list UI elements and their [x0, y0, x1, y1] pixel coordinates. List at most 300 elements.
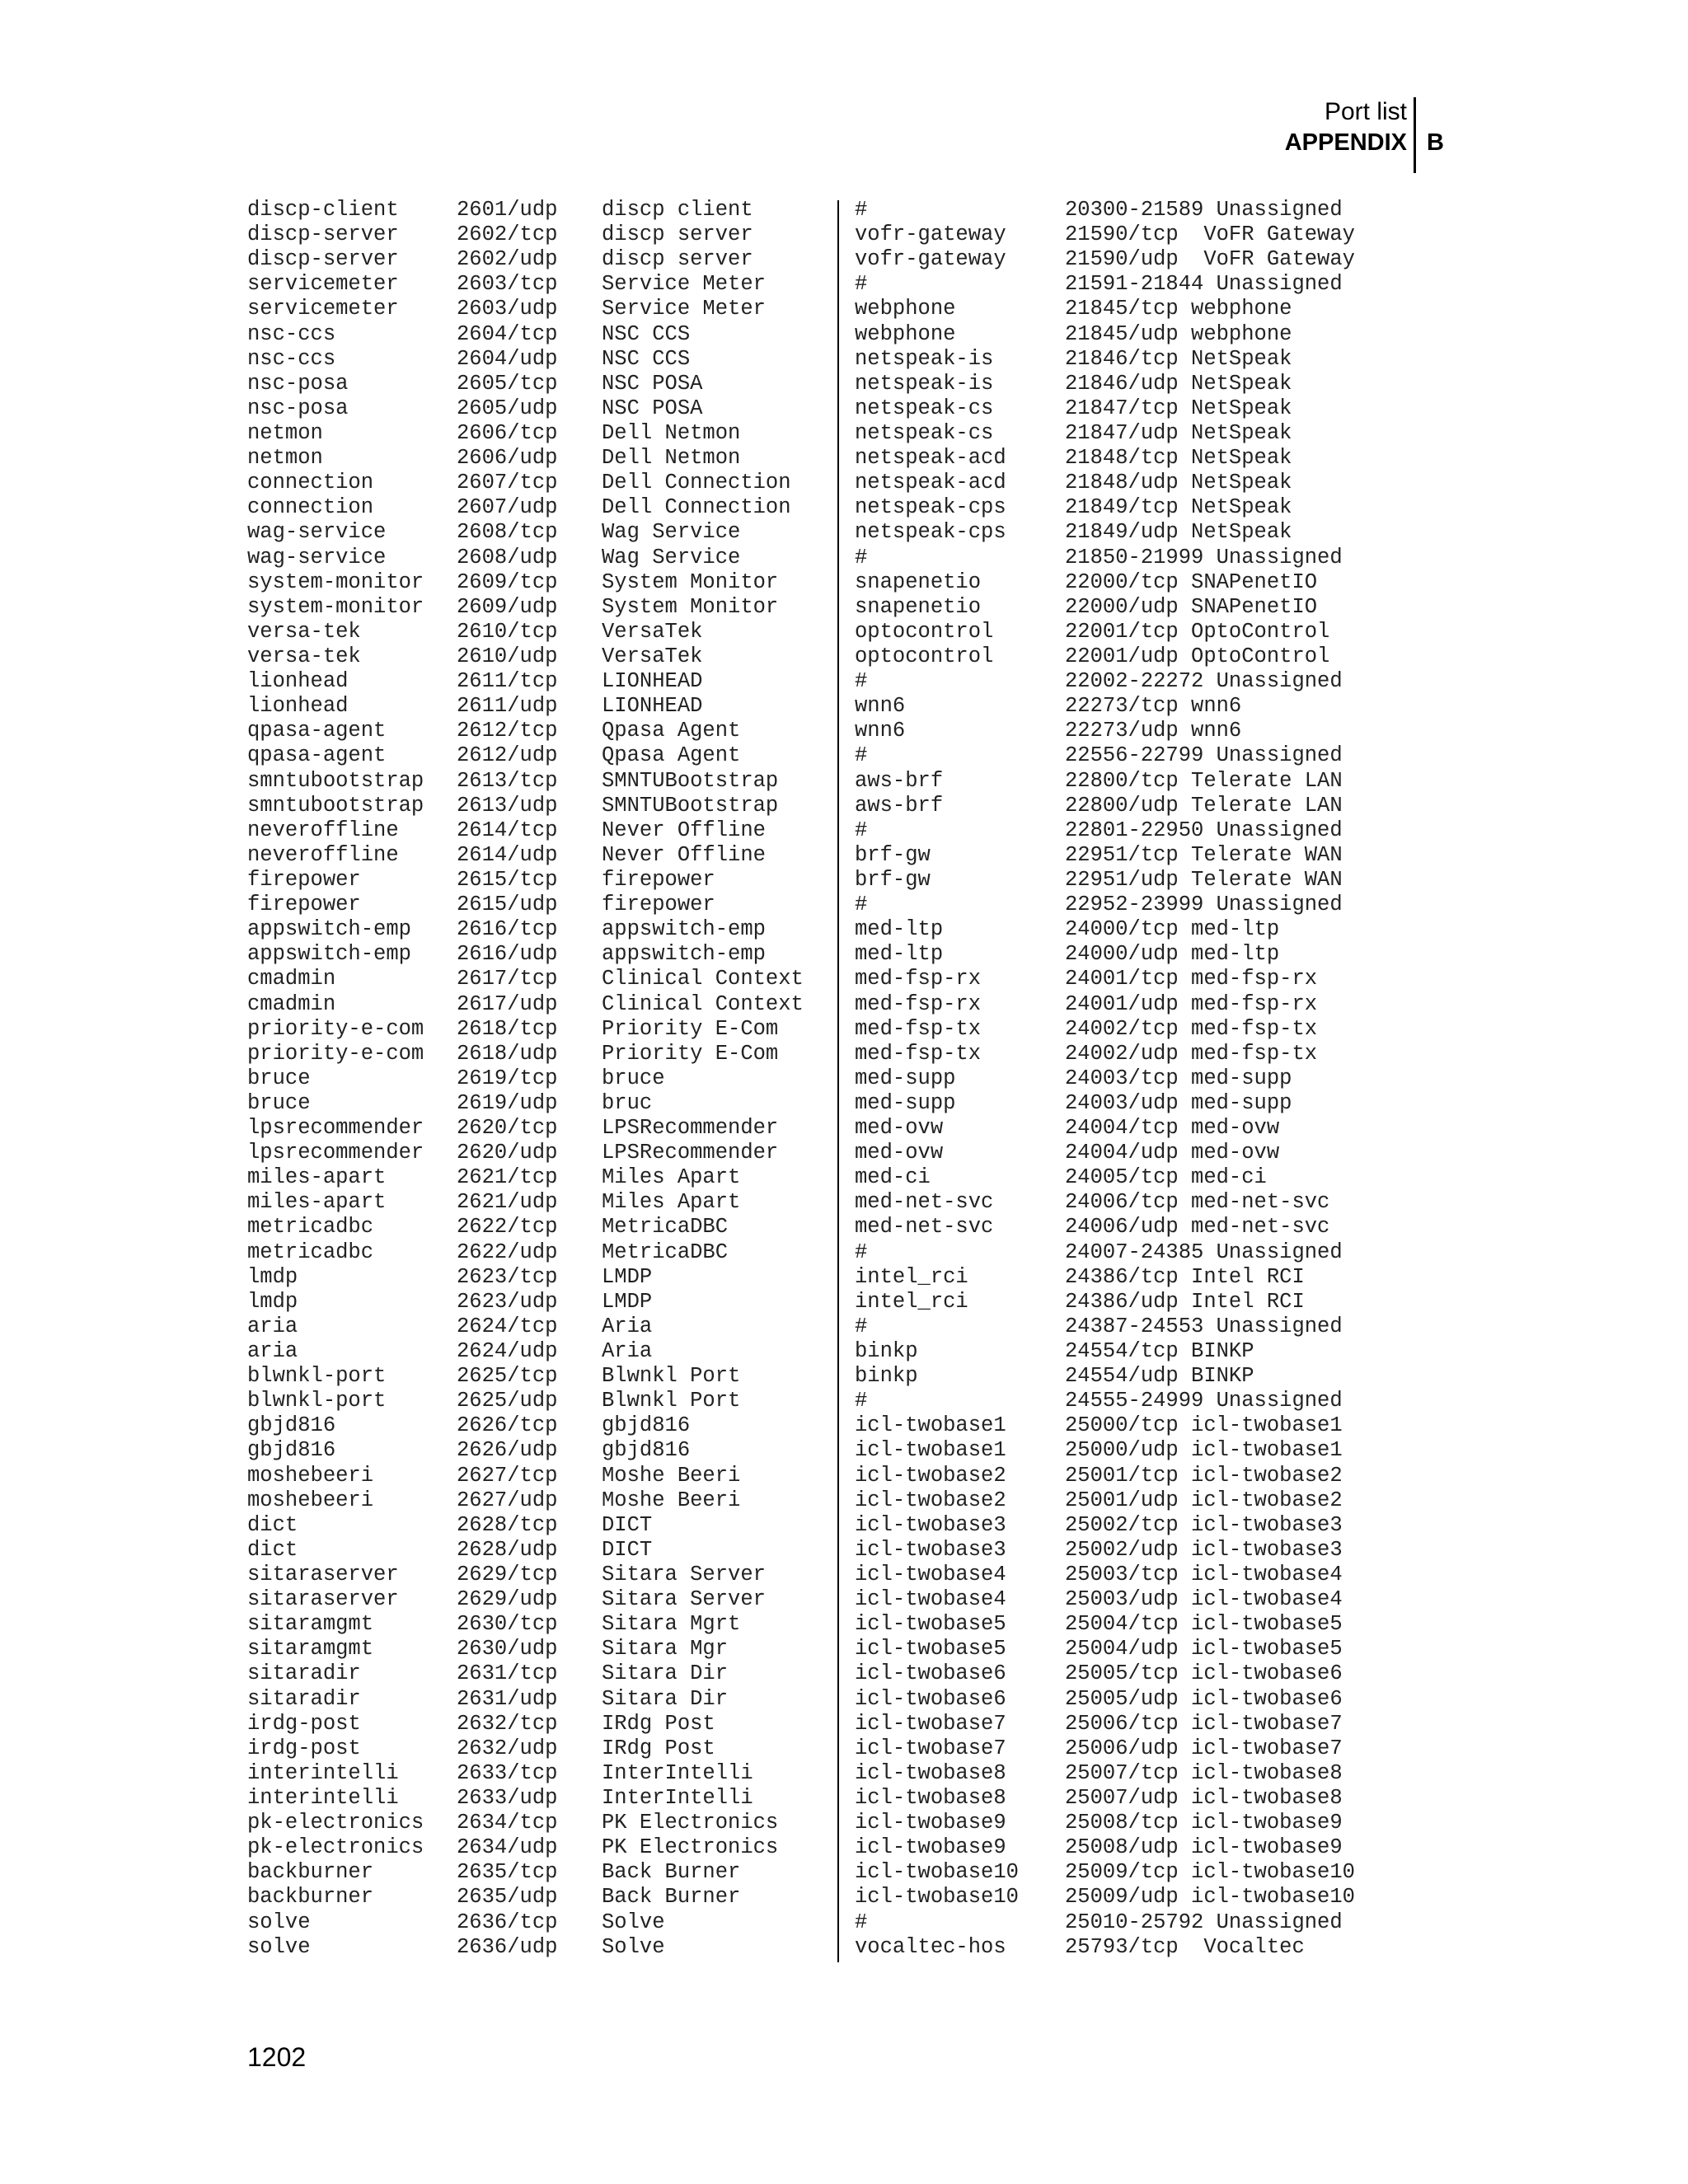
port-entry-row [855, 743, 1415, 768]
service-description: NSC POSA [602, 396, 703, 420]
port-protocol: 2611/tcp [457, 669, 558, 694]
service-name: lpsrecommender [247, 1141, 424, 1165]
port-entry-row [855, 1885, 1415, 1910]
service-name: snapenetio [855, 594, 982, 619]
service-description: Qpasa Agent [602, 719, 741, 743]
service-name: icl-twobase7 [855, 1736, 1006, 1760]
port-entry-row [247, 322, 824, 347]
port-entry-row [855, 546, 1415, 570]
port-entry-row [247, 1017, 824, 1042]
service-name: moshebeeri [247, 1488, 374, 1512]
port-entry-row [855, 669, 1415, 694]
port-and-description: 25001/tcp icl-twobase2 [1065, 1463, 1343, 1488]
service-name: icl-twobase2 [855, 1488, 1006, 1512]
port-and-description: 25003/tcp icl-twobase4 [1065, 1563, 1343, 1587]
service-name: med-ovw [855, 1116, 944, 1141]
port-protocol: 2631/udp [457, 1686, 558, 1711]
service-name: icl-twobase8 [855, 1786, 1006, 1810]
port-protocol: 2616/tcp [457, 917, 558, 942]
service-description: Sitara Dir [602, 1686, 729, 1711]
port-entry-row [247, 917, 824, 942]
port-and-description: 21848/udp NetSpeak [1065, 471, 1292, 495]
service-name: icl-twobase10 [855, 1860, 1019, 1885]
port-protocol: 2616/udp [457, 942, 558, 967]
port-entry-row [855, 1637, 1415, 1661]
port-protocol: 2605/tcp [457, 371, 558, 396]
running-title: Port list [1324, 98, 1407, 125]
service-name: optocontrol [855, 619, 994, 644]
service-description: Moshe Beeri [602, 1463, 741, 1488]
service-name: interintelli [247, 1760, 399, 1785]
port-entry-row [855, 1066, 1415, 1091]
port-protocol: 2620/tcp [457, 1116, 558, 1141]
port-entry-row [855, 1860, 1415, 1885]
port-and-description: 21849/tcp NetSpeak [1065, 495, 1292, 520]
port-protocol: 2630/tcp [457, 1612, 558, 1637]
port-entry-row [247, 694, 824, 719]
port-entry-row [247, 495, 824, 520]
port-and-description: 24000/udp med-ltp [1065, 942, 1280, 967]
port-protocol: 2629/tcp [457, 1563, 558, 1587]
port-entry-row [855, 818, 1415, 843]
service-name: icl-twobase5 [855, 1637, 1006, 1661]
service-name: neveroffline [247, 842, 399, 867]
service-name: med-ltp [855, 917, 944, 942]
port-and-description: 22001/tcp OptoControl [1065, 619, 1330, 644]
service-description: InterIntelli [602, 1786, 753, 1810]
port-protocol: 2617/tcp [457, 967, 558, 991]
service-description: MetricaDBC [602, 1215, 729, 1240]
port-protocol: 2634/udp [457, 1835, 558, 1860]
service-description: VersaTek [602, 644, 703, 668]
service-name: lmdp [247, 1289, 298, 1314]
service-name: irdg-post [247, 1736, 361, 1760]
port-entry-row [855, 1587, 1415, 1612]
port-entry-row [247, 570, 824, 595]
port-entry-row [855, 1687, 1415, 1712]
service-description: LPSRecommender [602, 1141, 779, 1165]
port-entry-row [855, 421, 1415, 446]
service-name: blwnkl-port [247, 1364, 387, 1389]
port-protocol: 2628/udp [457, 1537, 558, 1562]
port-and-description: 24004/udp med-ovw [1065, 1141, 1280, 1165]
port-and-description: 25006/tcp icl-twobase7 [1065, 1711, 1343, 1736]
port-protocol: 2627/tcp [457, 1463, 558, 1488]
service-name: aws-brf [855, 768, 944, 793]
service-description: NSC CCS [602, 346, 691, 371]
port-entry-row [855, 570, 1415, 595]
port-entry-row [247, 1935, 824, 1960]
service-name: wag-service [247, 520, 387, 545]
service-name: moshebeeri [247, 1463, 374, 1488]
port-protocol: 2623/udp [457, 1289, 558, 1314]
port-and-description: 22273/udp wnn6 [1065, 719, 1242, 743]
port-entry-row [855, 967, 1415, 991]
port-protocol: 2625/tcp [457, 1364, 558, 1389]
service-description: System Monitor [602, 569, 779, 594]
service-name: aria [247, 1314, 298, 1338]
service-name: # [855, 893, 868, 917]
port-entry-row [855, 719, 1415, 743]
port-entry-row [247, 1116, 824, 1141]
port-protocol: 2602/tcp [457, 223, 558, 247]
service-name: # [855, 1389, 868, 1413]
service-name: med-supp [855, 1066, 956, 1090]
port-entry-row [247, 372, 824, 396]
service-name: nsc-posa [247, 396, 349, 420]
port-entry-row [247, 1885, 824, 1910]
port-entry-row [855, 1315, 1415, 1339]
service-description: LPSRecommender [602, 1116, 779, 1141]
port-and-description: 21846/tcp NetSpeak [1065, 346, 1292, 371]
service-name: vofr-gateway [855, 223, 1006, 247]
port-entry-row [855, 620, 1415, 644]
service-description: Never Offline [602, 842, 766, 867]
service-name: # [855, 1314, 868, 1338]
service-name: pk-electronics [247, 1811, 424, 1835]
port-entry-row [855, 347, 1415, 372]
service-description: LMDP [602, 1289, 653, 1314]
port-protocol: 2632/udp [457, 1736, 558, 1760]
service-description: Back Burner [602, 1885, 741, 1910]
service-name: smntubootstrap [247, 768, 424, 793]
port-entry-row [247, 893, 824, 917]
service-name: icl-twobase5 [855, 1612, 1006, 1637]
port-and-description: 22951/tcp Telerate WAN [1065, 842, 1343, 867]
port-protocol: 2621/tcp [457, 1165, 558, 1190]
service-description: gbjd816 [602, 1438, 691, 1463]
service-name: icl-twobase1 [855, 1438, 1006, 1463]
running-header [1160, 97, 1416, 173]
port-entry-row [855, 1190, 1415, 1215]
port-entry-row [855, 247, 1415, 272]
port-entry-row [855, 893, 1415, 917]
service-name: dict [247, 1512, 298, 1537]
service-name: vocaltec-hos [855, 1934, 1006, 1959]
service-name: med-fsp-rx [855, 967, 982, 991]
service-name: irdg-post [247, 1711, 361, 1736]
port-and-description: 22951/udp Telerate WAN [1065, 867, 1343, 892]
port-and-description: 22273/tcp wnn6 [1065, 694, 1242, 719]
service-name: icl-twobase1 [855, 1413, 1006, 1438]
service-name: sitaraserver [247, 1563, 399, 1587]
port-protocol: 2636/tcp [457, 1910, 558, 1934]
service-description: Service Meter [602, 272, 766, 297]
service-name: # [855, 818, 868, 842]
port-entry-row [855, 1835, 1415, 1860]
port-entry-row [247, 1413, 824, 1438]
port-entry-row [855, 992, 1415, 1017]
service-name: connection [247, 495, 374, 520]
service-description: Aria [602, 1339, 653, 1364]
port-entry-row [855, 1413, 1415, 1438]
port-entry-row [855, 1364, 1415, 1389]
service-description: Clinical Context [602, 967, 804, 991]
port-and-description: 24007-24385 Unassigned [1065, 1240, 1343, 1264]
port-entry-row [247, 421, 824, 446]
port-and-description: 25793/tcp Vocaltec [1065, 1934, 1305, 1959]
service-description: Sitara Dir [602, 1661, 729, 1686]
port-entry-row [855, 595, 1415, 620]
service-description: discp server [602, 247, 753, 272]
service-description: Moshe Beeri [602, 1488, 741, 1512]
service-name: # [855, 198, 868, 222]
port-entry-row [855, 1116, 1415, 1141]
service-name: interintelli [247, 1786, 399, 1810]
port-entry-row [855, 1091, 1415, 1116]
port-entry-row [247, 1290, 824, 1315]
service-name: lmdp [247, 1264, 298, 1289]
service-description: firepower [602, 867, 715, 892]
port-and-description: 24005/tcp med-ci [1065, 1165, 1267, 1190]
port-and-description: 21591-21844 Unassigned [1065, 272, 1343, 297]
port-protocol: 2622/udp [457, 1240, 558, 1264]
port-and-description: 24001/udp med-fsp-rx [1065, 991, 1318, 1016]
service-description: Never Offline [602, 818, 766, 842]
port-and-description: 24386/udp Intel RCI [1065, 1289, 1305, 1314]
port-protocol: 2613/tcp [457, 768, 558, 793]
port-entry-row [247, 1042, 824, 1066]
port-entry-row [855, 372, 1415, 396]
port-entry-row [247, 967, 824, 991]
port-and-description: 25006/udp icl-twobase7 [1065, 1736, 1343, 1760]
port-and-description: 22002-22272 Unassigned [1065, 669, 1343, 694]
service-name: wag-service [247, 545, 387, 569]
service-description: appswitch-emp [602, 917, 766, 942]
port-protocol: 2617/udp [457, 991, 558, 1016]
port-protocol: 2615/tcp [457, 867, 558, 892]
port-protocol: 2624/udp [457, 1339, 558, 1364]
port-and-description: 24387-24553 Unassigned [1065, 1314, 1343, 1338]
port-protocol: 2618/udp [457, 1041, 558, 1066]
service-description: InterIntelli [602, 1760, 753, 1785]
service-description: Wag Service [602, 545, 741, 569]
service-name: icl-twobase2 [855, 1463, 1006, 1488]
service-name: med-ovw [855, 1141, 944, 1165]
service-name: binkp [855, 1339, 918, 1364]
port-entry-row [247, 1786, 824, 1811]
port-entry-row [247, 1661, 824, 1686]
port-entry-row [247, 719, 824, 743]
port-and-description: 24004/tcp med-ovw [1065, 1116, 1280, 1141]
port-entry-row [855, 1265, 1415, 1290]
service-description: DICT [602, 1537, 653, 1562]
port-entry-row [247, 1910, 824, 1935]
port-protocol: 2636/udp [457, 1934, 558, 1959]
service-description: Blwnkl Port [602, 1389, 741, 1413]
service-name: icl-twobase8 [855, 1760, 1006, 1785]
service-description: PK Electronics [602, 1835, 779, 1860]
port-and-description: 22001/udp OptoControl [1065, 644, 1330, 668]
port-and-description: 24002/tcp med-fsp-tx [1065, 1016, 1318, 1041]
service-description: Sitara Mgr [602, 1637, 729, 1661]
service-name: med-fsp-tx [855, 1041, 982, 1066]
port-and-description: 22801-22950 Unassigned [1065, 818, 1343, 842]
port-protocol: 2625/udp [457, 1389, 558, 1413]
port-entry-row [855, 1389, 1415, 1413]
port-protocol: 2633/udp [457, 1786, 558, 1810]
service-description: discp client [602, 198, 753, 222]
service-description: Priority E-Com [602, 1016, 779, 1041]
service-description: Back Burner [602, 1860, 741, 1885]
port-entry-row [247, 471, 824, 495]
port-entry-row [855, 1538, 1415, 1563]
port-and-description: 24006/udp med-net-svc [1065, 1215, 1330, 1240]
port-protocol: 2615/udp [457, 893, 558, 917]
service-description: Dell Connection [602, 471, 791, 495]
port-entry-row [855, 917, 1415, 942]
service-description: System Monitor [602, 594, 779, 619]
service-name: miles-apart [247, 1190, 387, 1215]
port-entry-row [247, 1612, 824, 1637]
port-entry-row [855, 1761, 1415, 1786]
port-protocol: 2614/tcp [457, 818, 558, 842]
service-name: netspeak-cps [855, 520, 1006, 545]
appendix-label: APPENDIX [1284, 129, 1407, 156]
service-name: sitaramgmt [247, 1637, 374, 1661]
port-entry-row [855, 272, 1415, 297]
service-name: system-monitor [247, 594, 424, 619]
port-entry-row [247, 520, 824, 545]
port-and-description: 25009/tcp icl-twobase10 [1065, 1860, 1355, 1885]
port-and-description: 21848/tcp NetSpeak [1065, 446, 1292, 471]
port-and-description: 25003/udp icl-twobase4 [1065, 1587, 1343, 1612]
service-name: neveroffline [247, 818, 399, 842]
service-name: solve [247, 1910, 311, 1934]
service-name: icl-twobase3 [855, 1537, 1006, 1562]
port-protocol: 2607/tcp [457, 471, 558, 495]
port-entry-row [247, 1811, 824, 1835]
port-and-description: 25001/udp icl-twobase2 [1065, 1488, 1343, 1512]
service-name: icl-twobase4 [855, 1587, 1006, 1612]
service-name: cmadmin [247, 967, 336, 991]
port-protocol: 2631/tcp [457, 1661, 558, 1686]
port-entry-row [855, 1811, 1415, 1835]
service-name: wnn6 [855, 719, 906, 743]
port-and-description: 25010-25792 Unassigned [1065, 1910, 1343, 1934]
port-entry-row [855, 1017, 1415, 1042]
service-description: Service Meter [602, 297, 766, 321]
service-name: sitaradir [247, 1661, 361, 1686]
port-entry-row [855, 1612, 1415, 1637]
port-and-description: 21850-21999 Unassigned [1065, 545, 1343, 569]
service-description: Sitara Server [602, 1563, 766, 1587]
service-name: system-monitor [247, 569, 424, 594]
port-protocol: 2628/tcp [457, 1512, 558, 1537]
port-entry-row [247, 1364, 824, 1389]
service-name: discp-server [247, 223, 399, 247]
port-and-description: 24006/tcp med-net-svc [1065, 1190, 1330, 1215]
port-entry-row [855, 223, 1415, 247]
port-protocol: 2612/tcp [457, 719, 558, 743]
service-name: intel_rci [855, 1289, 968, 1314]
port-entry-row [247, 1637, 824, 1661]
port-entry-row [247, 1538, 824, 1563]
port-and-description: 24554/udp BINKP [1065, 1364, 1254, 1389]
port-entry-row [247, 198, 824, 223]
service-name: nsc-ccs [247, 346, 336, 371]
service-name: solve [247, 1934, 311, 1959]
service-description: bruc [602, 1090, 653, 1115]
port-and-description: 24001/tcp med-fsp-rx [1065, 967, 1318, 991]
port-and-description: 25002/tcp icl-twobase3 [1065, 1512, 1343, 1537]
port-entry-row [247, 396, 824, 421]
port-protocol: 2635/udp [457, 1885, 558, 1910]
service-description: SMNTUBootstrap [602, 793, 779, 818]
service-name: bruce [247, 1066, 311, 1090]
service-name: miles-apart [247, 1165, 387, 1190]
port-protocol: 2635/tcp [457, 1860, 558, 1885]
port-entry-row [855, 322, 1415, 347]
port-protocol: 2633/tcp [457, 1760, 558, 1785]
service-name: lpsrecommender [247, 1116, 424, 1141]
port-and-description: 24003/udp med-supp [1065, 1090, 1292, 1115]
port-and-description: 22800/tcp Telerate LAN [1065, 768, 1343, 793]
port-entry-row [247, 1464, 824, 1488]
service-description: Sitara Mgrt [602, 1612, 741, 1637]
service-name: med-net-svc [855, 1190, 994, 1215]
port-entry-row [855, 1215, 1415, 1240]
service-name: metricadbc [247, 1240, 374, 1264]
port-entry-row [855, 1935, 1415, 1960]
service-name: icl-twobase9 [855, 1835, 1006, 1860]
service-description: bruce [602, 1066, 665, 1090]
port-and-description: 24554/tcp BINKP [1065, 1339, 1254, 1364]
port-and-description: 22952-23999 Unassigned [1065, 893, 1343, 917]
port-protocol: 2603/udp [457, 297, 558, 321]
service-name: nsc-ccs [247, 321, 336, 346]
service-name: sitaradir [247, 1686, 361, 1711]
service-name: firepower [247, 867, 361, 892]
port-entry-row [247, 1066, 824, 1091]
service-name: netspeak-cs [855, 420, 994, 445]
service-name: med-ci [855, 1165, 931, 1190]
port-and-description: 25005/tcp icl-twobase6 [1065, 1661, 1343, 1686]
port-entry-row [247, 1835, 824, 1860]
service-name: smntubootstrap [247, 793, 424, 818]
port-protocol: 2609/tcp [457, 569, 558, 594]
port-entry-row [855, 1290, 1415, 1315]
port-protocol: 2622/tcp [457, 1215, 558, 1240]
service-name: priority-e-com [247, 1041, 424, 1066]
service-name: metricadbc [247, 1215, 374, 1240]
service-description: Dell Connection [602, 495, 791, 520]
port-entry-row [247, 1736, 824, 1761]
port-protocol: 2608/udp [457, 545, 558, 569]
service-name: servicemeter [247, 297, 399, 321]
service-name: netmon [247, 446, 323, 471]
port-entry-row [855, 769, 1415, 794]
port-entry-row [855, 198, 1415, 223]
port-protocol: 2629/udp [457, 1587, 558, 1612]
port-entry-row [247, 1165, 824, 1190]
service-name: med-fsp-tx [855, 1016, 982, 1041]
port-entry-row [247, 1265, 824, 1290]
service-description: SMNTUBootstrap [602, 768, 779, 793]
port-and-description: 22800/udp Telerate LAN [1065, 793, 1343, 818]
port-and-description: 21847/udp NetSpeak [1065, 420, 1292, 445]
service-name: versa-tek [247, 644, 361, 668]
port-entry-row [855, 495, 1415, 520]
port-and-description: 25009/udp icl-twobase10 [1065, 1885, 1355, 1910]
service-description: appswitch-emp [602, 942, 766, 967]
port-protocol: 2605/udp [457, 396, 558, 420]
port-and-description: 21845/udp webphone [1065, 321, 1292, 346]
service-description: Priority E-Com [602, 1041, 779, 1066]
port-and-description: 25007/udp icl-twobase8 [1065, 1786, 1343, 1810]
service-name: netspeak-is [855, 371, 994, 396]
port-and-description: 24000/tcp med-ltp [1065, 917, 1280, 942]
